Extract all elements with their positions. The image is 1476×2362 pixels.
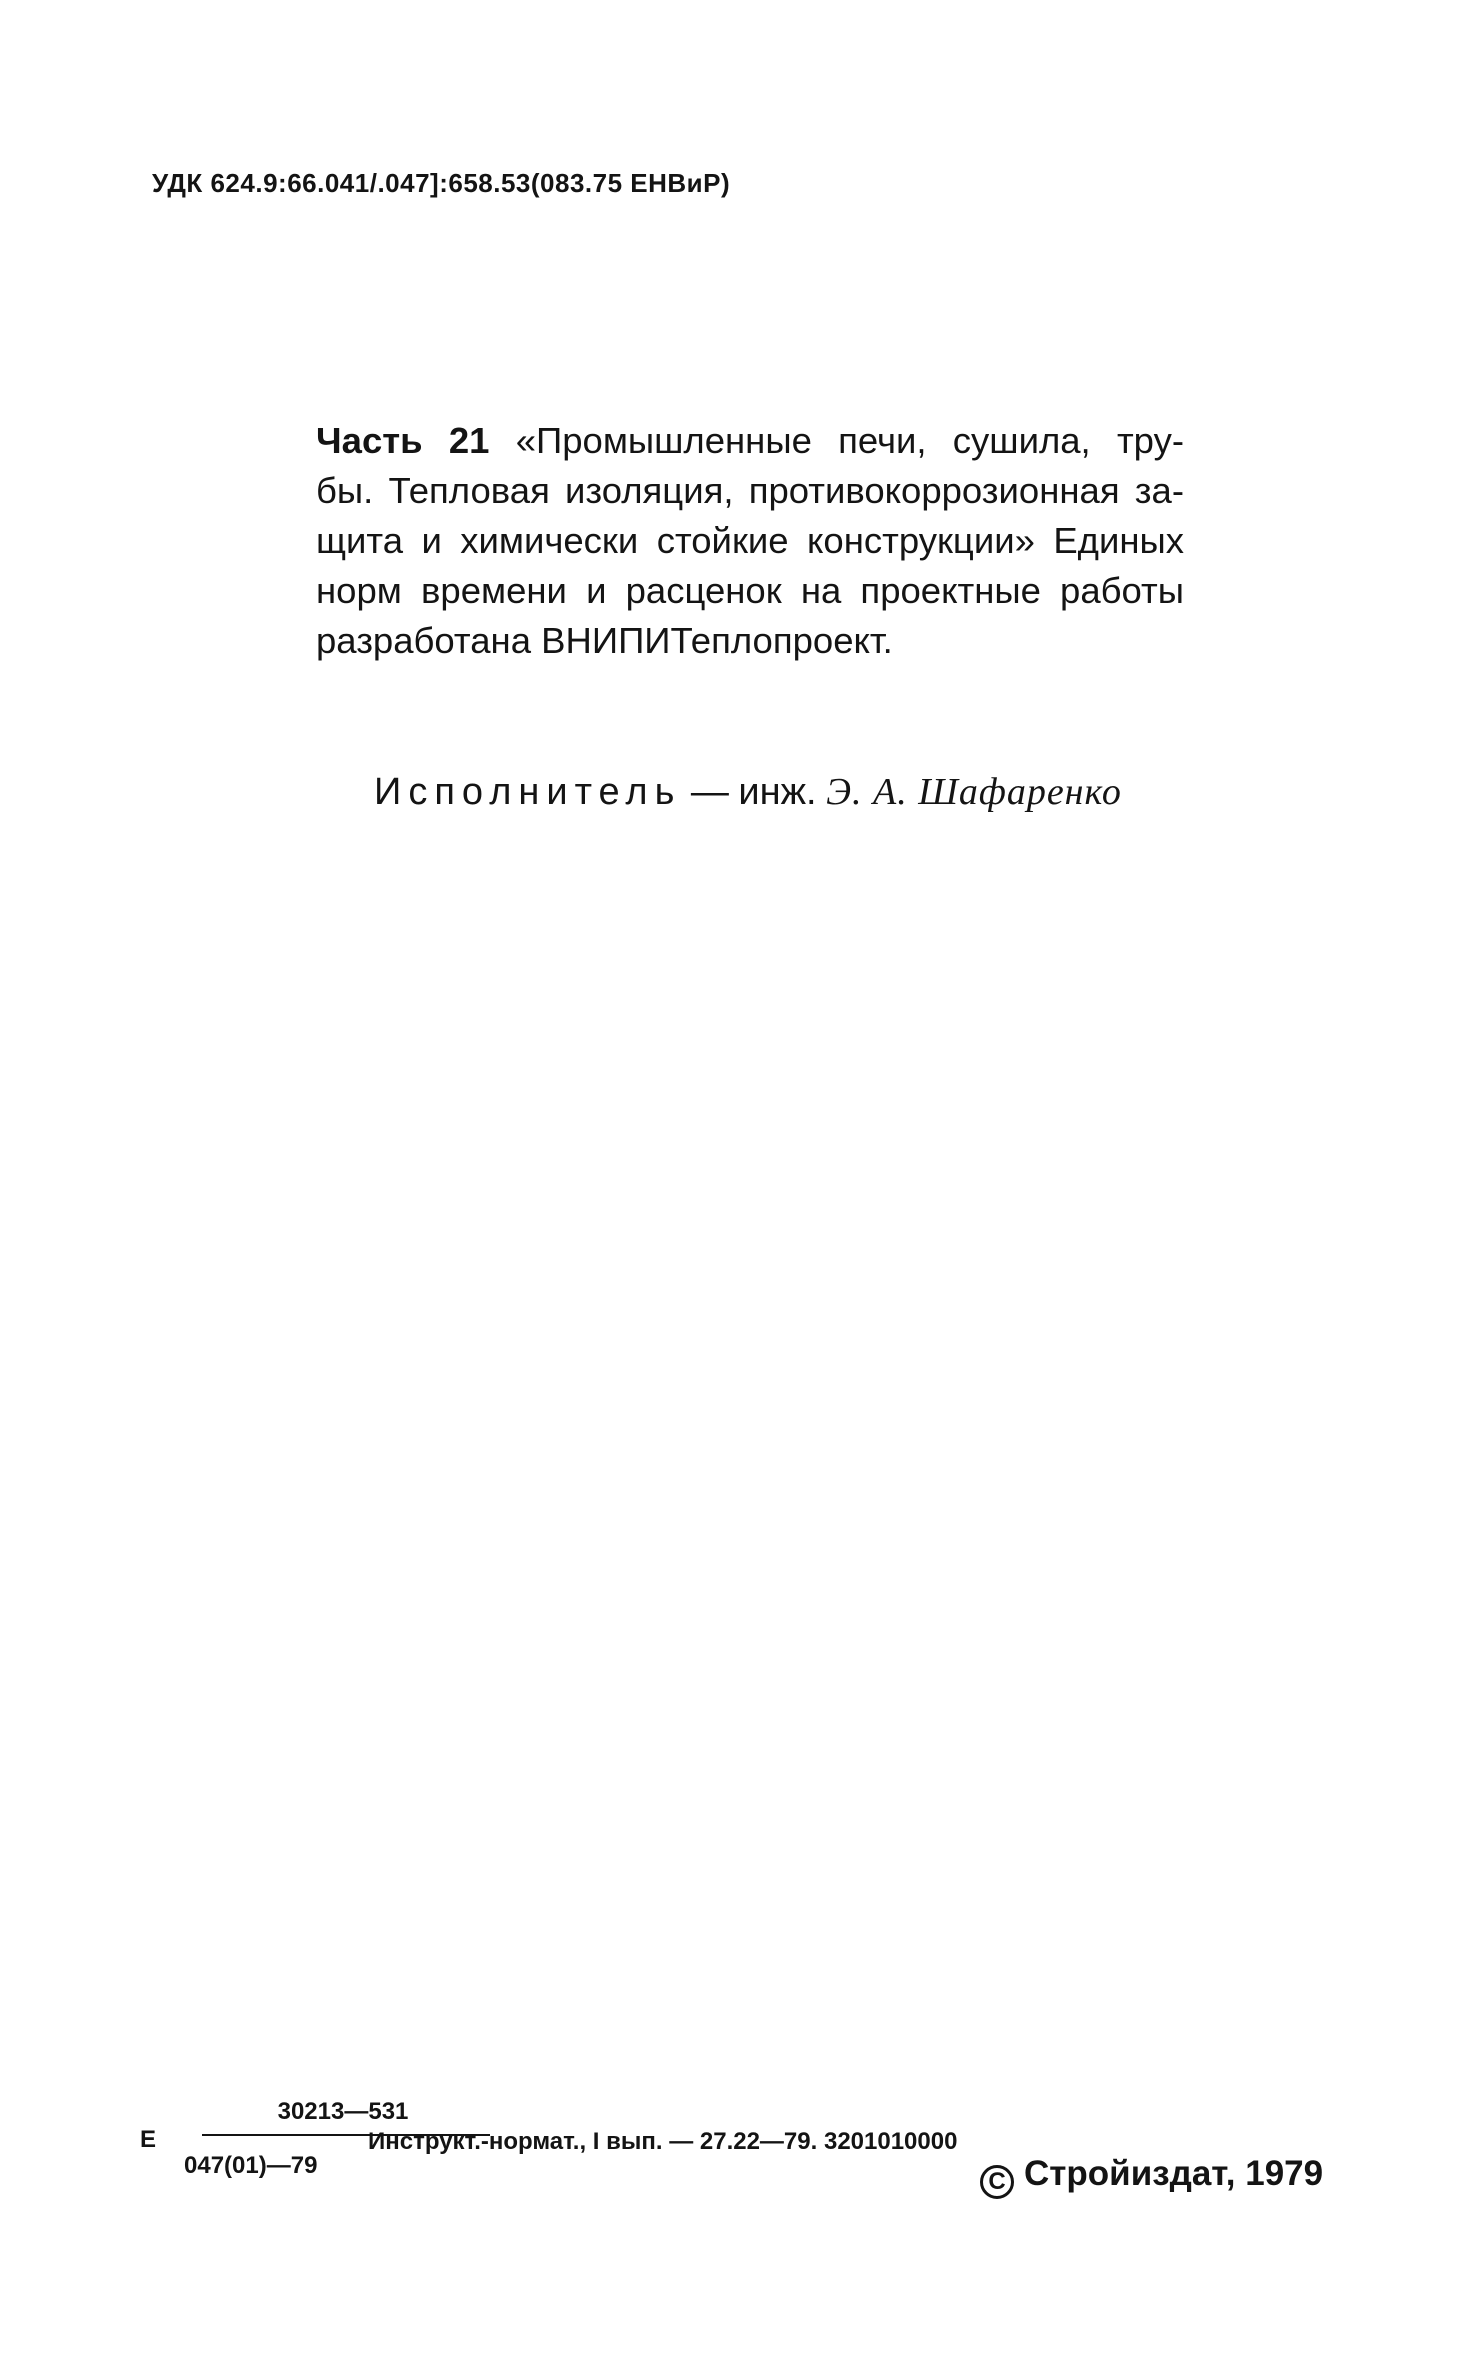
imprint-info: Инструкт.-нормат., I вып. — 27.22—79. 3201010000 [368, 2128, 958, 2155]
publisher-year: Стройиздат, 1979 [1024, 2154, 1324, 2193]
executor-role: Исполнитель [374, 771, 682, 813]
intro-line-4: норм времени и расценок на проектные работы [316, 570, 1184, 611]
intro-line-5: разработана ВНИПИТеплопроект. [316, 620, 893, 661]
intro-paragraph [316, 416, 1184, 666]
copyright-icon: C [980, 2165, 1014, 2199]
intro-line-1-text: «Промышленные печи, сушила, тру- [515, 420, 1184, 461]
part-number: Часть 21 [316, 420, 490, 461]
intro-line-2: бы. Тепловая изоляция, противокоррозионная за- [316, 470, 1184, 511]
intro-line-3: щита и химически стойкие конструкции» Единых [316, 520, 1184, 561]
executor-name: Э. А. Шафаренко [826, 771, 1122, 813]
imprint-letter: Е [140, 2126, 157, 2153]
imprint-numerator-text: 30213—531 [277, 2098, 409, 2125]
executor-title: инж. [738, 771, 817, 813]
executor-dash: — [690, 771, 729, 813]
imprint-fraction-numerator [198, 2098, 488, 2129]
intro-line-1 [316, 416, 1184, 466]
udk-code: УДК 624.9:66.041/.047]:658.53(083.75 ЕНВиР) [152, 168, 731, 198]
copyright-line [980, 2154, 1323, 2199]
imprint-block [140, 2098, 1340, 2208]
executor-credit [374, 770, 1122, 814]
imprint-fraction-denominator: 047(01)—79 [184, 2152, 318, 2179]
